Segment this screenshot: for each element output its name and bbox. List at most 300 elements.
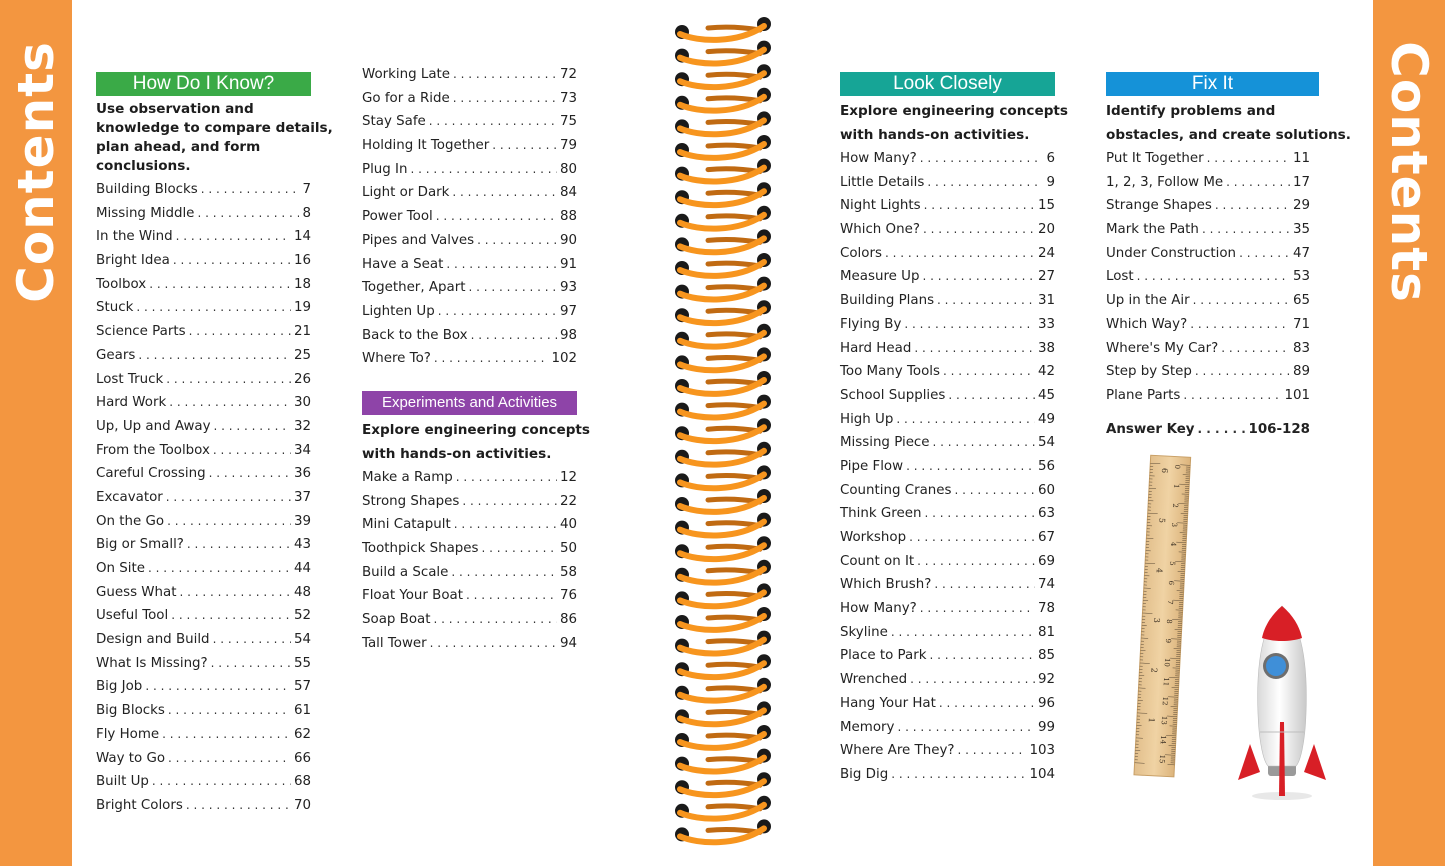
toc-page: 50	[559, 541, 577, 557]
toc-page: 44	[293, 561, 311, 576]
spiral-ring	[675, 465, 771, 488]
toc-page: 12	[559, 470, 577, 485]
toc-entry[interactable]	[1106, 198, 1310, 222]
ruler-cm-label: 15	[1157, 754, 1167, 764]
leader-dots	[1193, 293, 1290, 307]
toc-title: Fly Home	[96, 726, 160, 742]
toc-title: Lighten Up	[362, 303, 435, 319]
toc-page: 40	[559, 517, 577, 533]
toc-page: 38	[1037, 340, 1055, 356]
ruler-cm-label: 0	[1173, 464, 1182, 470]
toc-page: 56	[1037, 458, 1055, 474]
toc-title: Design and Build	[96, 632, 210, 648]
toc-entry[interactable]	[840, 696, 1055, 720]
toc-entry[interactable]	[96, 561, 311, 585]
leader-dots	[453, 67, 557, 81]
leader-dots	[891, 625, 1035, 639]
toc-entry[interactable]	[362, 565, 577, 589]
toc-list-look-closely	[840, 151, 1055, 791]
toc-title: Strong Shapes	[362, 493, 460, 509]
toc-page: 8	[302, 205, 311, 221]
toc-page: 17	[1292, 174, 1310, 190]
toc-entry[interactable]	[96, 679, 311, 703]
toc-page: 80	[559, 161, 577, 177]
leader-dots	[169, 395, 291, 409]
spiral-ring	[675, 701, 771, 724]
toc-page: 34	[293, 442, 311, 458]
toc-page: 94	[559, 635, 577, 651]
toc-entry[interactable]	[96, 348, 311, 372]
toc-page: 61	[293, 703, 311, 719]
leader-dots	[438, 304, 557, 318]
leader-dots	[933, 435, 1035, 449]
spiral-ring	[675, 749, 771, 772]
leader-dots	[1221, 341, 1290, 355]
toc-entry[interactable]	[96, 253, 311, 277]
leader-dots	[434, 612, 557, 626]
toc-entry[interactable]	[96, 608, 311, 632]
toc-entry[interactable]	[1106, 293, 1310, 317]
spiral-ring	[675, 41, 771, 64]
leader-dots	[430, 636, 557, 650]
leader-dots	[452, 185, 557, 199]
leader-dots	[482, 541, 557, 555]
toc-page: 60	[1037, 482, 1055, 498]
section-description: Identify problems and obstacles, and create solutions.	[1106, 103, 1351, 143]
leader-dots	[149, 277, 291, 291]
answer-key-entry[interactable]	[1106, 422, 1310, 446]
toc-title: On the Go	[96, 513, 165, 529]
leader-dots	[920, 151, 1044, 165]
toc-page: 101	[1284, 387, 1310, 403]
toc-title: Big Blocks	[96, 703, 165, 719]
leader-dots	[213, 632, 291, 646]
toc-entry[interactable]	[362, 233, 577, 257]
toc-entry[interactable]	[362, 541, 577, 565]
toc-page: 68	[293, 774, 311, 790]
leader-dots	[213, 443, 291, 457]
section-look-closely	[840, 72, 1069, 791]
toc-entry[interactable]	[362, 280, 577, 304]
toc-page: 39	[293, 513, 311, 529]
toc-entry[interactable]	[840, 175, 1055, 199]
spiral-ring	[675, 819, 771, 842]
toc-entry[interactable]	[96, 798, 311, 822]
toc-title: Pipe Flow	[840, 458, 904, 474]
leader-dots	[186, 798, 291, 812]
toc-page: 70	[293, 797, 311, 813]
leader-dots	[180, 585, 291, 599]
toc-entry[interactable]	[362, 185, 577, 209]
toc-entry[interactable]	[1106, 246, 1310, 270]
toc-page: 33	[1037, 316, 1055, 332]
toc-title: Light or Dark	[362, 185, 450, 201]
toc-title: Float Your Boat	[362, 588, 464, 604]
toc-page: 78	[1037, 601, 1055, 617]
toc-title: Mini Catapult	[362, 517, 451, 533]
toc-entry[interactable]	[362, 209, 577, 233]
toc-title: Lost	[1106, 269, 1134, 285]
ruler-inch-label: 2	[1149, 667, 1159, 674]
toc-entry[interactable]	[840, 317, 1055, 341]
toc-title: Gears	[96, 347, 136, 363]
toc-entry[interactable]	[1106, 151, 1310, 175]
section-experiments	[362, 391, 591, 660]
toc-entry[interactable]	[362, 351, 577, 375]
leader-dots	[909, 530, 1035, 544]
ruler-cm-label: 12	[1160, 696, 1170, 706]
leader-dots	[171, 608, 291, 622]
toc-entry[interactable]	[840, 743, 1055, 767]
toc-title: Workshop	[840, 530, 907, 545]
toc-title: Measure Up	[840, 269, 920, 285]
leader-dots	[922, 269, 1034, 283]
toc-page: 72	[559, 67, 577, 82]
toc-entry[interactable]	[96, 490, 311, 514]
toc-page: 14	[293, 229, 311, 245]
toc-entry[interactable]	[840, 577, 1055, 601]
toc-title: Plug In	[362, 161, 408, 177]
ruler-cm-label: 4	[1168, 541, 1178, 547]
leader-dots	[1207, 151, 1290, 165]
toc-entry[interactable]	[840, 364, 1055, 388]
leader-dots	[168, 751, 291, 765]
toc-entry[interactable]	[840, 554, 1055, 578]
leader-dots	[214, 419, 291, 433]
toc-page: 99	[1037, 719, 1055, 735]
leader-dots	[1239, 246, 1290, 260]
toc-page: 18	[293, 276, 311, 292]
leader-dots	[136, 300, 291, 314]
spiral-ring	[675, 17, 771, 40]
section-how-do-i-know	[96, 72, 333, 822]
toc-list-experiments	[362, 470, 577, 660]
toc-page: 91	[559, 256, 577, 272]
toc-title: Which One?	[840, 222, 920, 238]
toc-title: Flying By	[840, 316, 902, 332]
toc-entry[interactable]	[840, 672, 1055, 696]
toc-page: 103	[1029, 743, 1055, 759]
toc-entry[interactable]	[362, 91, 577, 115]
toc-list-how-do-i-know	[96, 182, 311, 822]
toc-entry[interactable]	[840, 459, 1055, 483]
spiral-ring	[675, 371, 771, 394]
toc-page: 16	[293, 253, 311, 269]
leader-dots	[429, 114, 557, 128]
toc-title: Bright Idea	[96, 253, 170, 269]
ruler-cm-label: 10	[1162, 657, 1172, 668]
leader-dots	[1195, 364, 1290, 378]
toc-entry[interactable]	[96, 632, 311, 656]
toc-title: Hang Your Hat	[840, 695, 936, 711]
toc-title: Wrenched	[840, 672, 908, 688]
ruler-inch-label: 6	[1159, 467, 1170, 474]
toc-entry[interactable]	[362, 257, 577, 281]
ruler-cm-label: 9	[1163, 638, 1173, 644]
toc-entry[interactable]	[96, 229, 311, 253]
toc-entry[interactable]	[840, 198, 1055, 222]
toc-entry[interactable]	[840, 341, 1055, 365]
section-fix-it	[1106, 72, 1351, 445]
toc-title: Hard Head	[840, 340, 912, 356]
toc-entry[interactable]	[840, 625, 1055, 649]
toc-entry[interactable]	[1106, 388, 1310, 412]
spiral-ring	[675, 300, 771, 323]
leader-dots	[468, 280, 557, 294]
toc-page: 25	[293, 347, 311, 363]
toc-entry[interactable]	[96, 395, 311, 419]
ruler-cm-label: 7	[1165, 599, 1175, 605]
toc-title: Put It Together	[1106, 151, 1204, 166]
toc-entry[interactable]	[96, 466, 311, 490]
toc-entry[interactable]	[96, 419, 311, 443]
toc-title: Careful Crossing	[96, 466, 206, 482]
spiral-ring	[675, 796, 771, 819]
toc-page: 57	[293, 679, 311, 695]
toc-entry[interactable]	[840, 601, 1055, 625]
toc-entry[interactable]	[840, 412, 1055, 436]
toc-entry[interactable]	[1106, 175, 1310, 199]
spiral-ring	[675, 418, 771, 441]
toc-entry[interactable]	[96, 372, 311, 396]
toc-page: 96	[1037, 695, 1055, 711]
leader-dots	[924, 506, 1035, 520]
toc-entry[interactable]	[96, 751, 311, 775]
toc-title: Which Way?	[1106, 316, 1188, 332]
toc-title: Hard Work	[96, 395, 167, 411]
leader-dots	[167, 514, 291, 528]
toc-page: 73	[559, 90, 577, 106]
toc-title: Missing Piece	[840, 435, 930, 451]
leader-dots	[211, 656, 291, 670]
toc-title: Make a Ramp	[362, 470, 453, 485]
ruler-cm-label: 5	[1167, 561, 1177, 566]
spiral-ring	[675, 395, 771, 418]
toc-title: Night Lights	[840, 198, 921, 214]
toc-entry[interactable]	[1106, 341, 1310, 365]
toc-page: 15	[1037, 198, 1055, 214]
toc-page: 63	[1037, 506, 1055, 522]
toc-title: Stuck	[96, 300, 134, 316]
toc-entry[interactable]	[840, 388, 1055, 412]
toc-entry[interactable]	[96, 537, 311, 561]
spiral-ring	[675, 583, 771, 606]
toc-entry[interactable]	[96, 182, 311, 206]
toc-entry[interactable]	[362, 162, 577, 186]
toc-title: School Supplies	[840, 387, 946, 403]
toc-page: 104	[1029, 766, 1055, 782]
toc-title: Memory	[840, 719, 895, 735]
toc-entry[interactable]	[840, 269, 1055, 293]
toc-page: 19	[293, 300, 311, 316]
toc-title: Missing Middle	[96, 205, 195, 221]
toc-title: Useful Tool	[96, 608, 169, 624]
toc-entry[interactable]	[840, 720, 1055, 744]
toc-entry[interactable]	[96, 703, 311, 727]
toc-entry[interactable]	[1106, 269, 1310, 293]
toc-title: High Up	[840, 411, 894, 427]
section-header-how-do-i-know: How Do I Know?	[96, 72, 311, 96]
ruler-inch-label: 5	[1157, 517, 1167, 524]
toc-entry[interactable]	[1106, 317, 1310, 341]
toc-title: Big Dig	[840, 766, 889, 782]
toc-entry[interactable]	[840, 506, 1055, 530]
spiral-ring	[675, 513, 771, 536]
toc-entry[interactable]	[362, 470, 577, 494]
toc-entry[interactable]	[840, 767, 1055, 791]
toc-title: Guess What	[96, 584, 177, 600]
toc-title: Big or Small?	[96, 537, 184, 553]
leader-dots	[166, 372, 291, 386]
ruler-cm-label: 3	[1169, 522, 1179, 528]
toc-title: Lost Truck	[96, 371, 164, 387]
toc-page: 85	[1037, 648, 1055, 664]
toc-page: 71	[1292, 316, 1310, 332]
toc-title: Holding It Together	[362, 138, 490, 154]
toc-title: From the Toolbox	[96, 442, 210, 458]
contents-title-right: Contents	[1380, 41, 1438, 303]
toc-page: 36	[293, 466, 311, 482]
toc-title: Building Blocks	[96, 182, 198, 197]
toc-page: 52	[293, 608, 311, 624]
toc-entry[interactable]	[840, 222, 1055, 246]
toc-page: 49	[1037, 411, 1055, 427]
toc-entry[interactable]	[840, 151, 1055, 175]
spiral-ring	[675, 347, 771, 370]
toc-page: 66	[293, 750, 311, 766]
toc-entry[interactable]	[362, 328, 577, 352]
toc-entry[interactable]	[96, 656, 311, 680]
toc-page: 62	[293, 726, 311, 742]
spiral-ring	[675, 277, 771, 300]
spiral-ring	[675, 324, 771, 347]
toc-title: Up in the Air	[1106, 293, 1190, 309]
section-description: Use observation and knowledge to compare details, plan ahead, and form conclusions.	[96, 101, 333, 174]
toc-entry[interactable]	[96, 206, 311, 230]
toc-title: Stay Safe	[362, 114, 426, 130]
toc-entry[interactable]	[96, 443, 311, 467]
toc-entry[interactable]	[840, 530, 1055, 554]
toc-page: 53	[1292, 269, 1310, 285]
toc-entry[interactable]	[1106, 222, 1310, 246]
toc-page: 6	[1046, 151, 1055, 166]
toc-title: Toolbox	[96, 276, 147, 292]
toc-page: 86	[559, 612, 577, 628]
toc-entry[interactable]	[840, 246, 1055, 270]
leader-dots	[166, 490, 291, 504]
toc-page: 83	[1292, 340, 1310, 356]
toc-entry[interactable]	[362, 304, 577, 328]
toc-entry[interactable]	[96, 277, 311, 301]
toc-entry[interactable]	[362, 114, 577, 138]
leader-dots	[896, 412, 1035, 426]
toc-title: 1, 2, 3, Follow Me	[1106, 174, 1224, 190]
leader-dots	[209, 466, 291, 480]
toc-title: Counting Cranes	[840, 482, 952, 498]
ruler-icon	[1126, 452, 1196, 796]
toc-page: 55	[293, 655, 311, 671]
toc-title: What Is Missing?	[96, 655, 208, 671]
spiral-ring	[675, 772, 771, 795]
spiral-ring	[675, 135, 771, 158]
toc-entry[interactable]	[362, 138, 577, 162]
toc-entry[interactable]	[96, 774, 311, 798]
spiral-ring	[675, 206, 771, 229]
spiral-ring	[675, 560, 771, 583]
section-header-experiments: Experiments and Activities	[362, 391, 577, 415]
spiral-ring	[675, 111, 771, 134]
toc-page: 90	[559, 232, 577, 248]
toc-entry[interactable]	[96, 300, 311, 324]
ruler-cm-label: 1	[1172, 483, 1181, 489]
toc-title: Way to Go	[96, 750, 166, 766]
toc-entry[interactable]	[362, 67, 577, 91]
rocket-icon	[1232, 604, 1332, 808]
leader-dots	[148, 561, 291, 575]
toc-entry[interactable]	[840, 435, 1055, 459]
toc-page: 75	[559, 114, 577, 130]
toc-entry[interactable]	[362, 588, 577, 612]
toc-page: 22	[559, 493, 577, 509]
leader-dots	[462, 494, 557, 508]
toc-entry[interactable]	[840, 648, 1055, 672]
toc-entry[interactable]	[362, 517, 577, 541]
leader-dots	[957, 743, 1026, 757]
toc-entry[interactable]	[96, 324, 311, 348]
spiral-ring	[675, 654, 771, 677]
leader-dots	[910, 672, 1035, 686]
leader-dots	[173, 253, 291, 267]
leader-dots	[176, 229, 291, 243]
leader-dots	[906, 459, 1035, 473]
toc-title: Plane Parts	[1106, 387, 1181, 403]
toc-title: Up, Up and Away	[96, 418, 211, 434]
leader-dots	[1215, 198, 1290, 212]
toc-page: 37	[293, 489, 311, 505]
section-header-fix-it: Fix It	[1106, 72, 1319, 96]
toc-title: Colors	[840, 245, 882, 261]
toc-entry[interactable]	[96, 727, 311, 751]
leader-dots	[466, 588, 557, 602]
toc-title: Step by Step	[1106, 364, 1192, 380]
leader-dots	[152, 774, 291, 788]
toc-page: 27	[1037, 269, 1055, 285]
toc-entry[interactable]	[1106, 364, 1310, 388]
toc-entry[interactable]	[840, 293, 1055, 317]
toc-entry[interactable]	[96, 514, 311, 538]
toc-entry[interactable]	[362, 612, 577, 636]
toc-page: 26	[293, 371, 311, 387]
toc-title: Where To?	[362, 351, 431, 367]
toc-entry[interactable]	[362, 636, 577, 660]
toc-entry[interactable]	[840, 483, 1055, 507]
toc-entry[interactable]	[96, 585, 311, 609]
toc-entry[interactable]	[362, 494, 577, 518]
toc-page: 24	[1037, 245, 1055, 261]
toc-page: 32	[293, 418, 311, 434]
leader-dots	[410, 162, 556, 176]
toc-title: Together, Apart	[362, 280, 466, 296]
leader-dots	[1183, 388, 1281, 402]
toc-title: Build a Scale	[362, 564, 449, 580]
toc-title: Where Are They?	[840, 743, 955, 759]
leader-dots	[197, 206, 299, 220]
leader-dots	[145, 679, 291, 693]
section-how-do-i-know-continued	[362, 67, 577, 375]
toc-page: 79	[559, 138, 577, 154]
toc-page: 102	[551, 351, 577, 367]
side-bar-left	[0, 0, 72, 866]
